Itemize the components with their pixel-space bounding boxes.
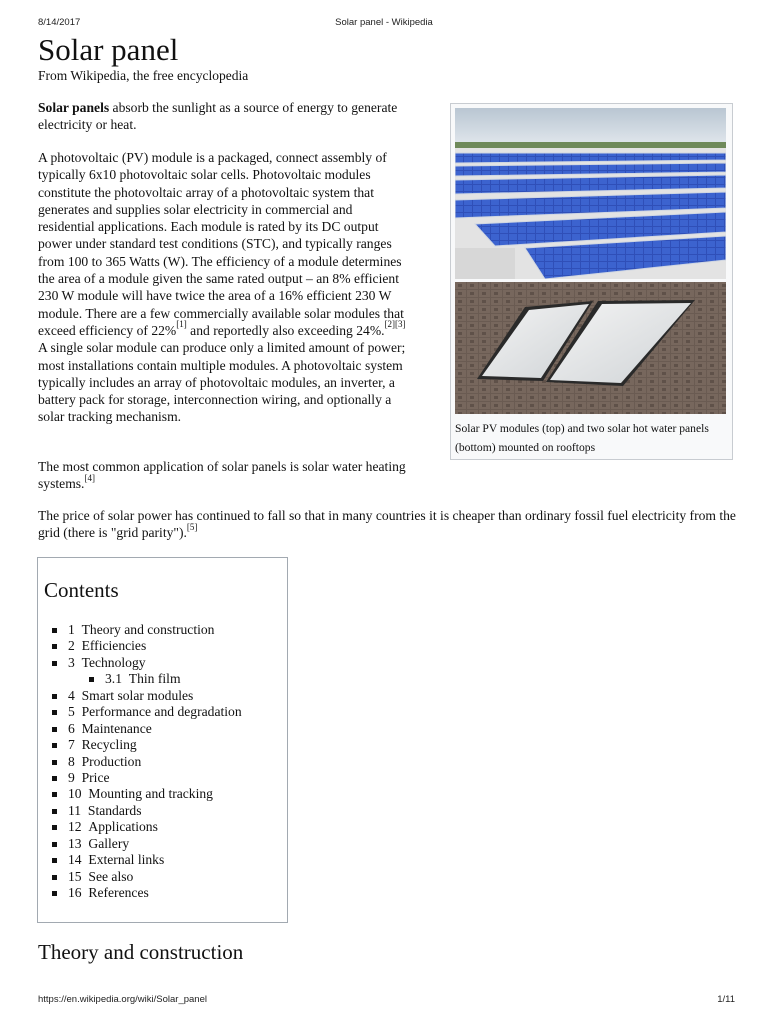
- print-title: Solar panel - Wikipedia: [335, 17, 433, 28]
- toc-number: 3: [68, 654, 75, 670]
- bullet-icon: [52, 628, 57, 633]
- toc-label: Applications: [88, 819, 158, 835]
- price-paragraph: [38, 507, 738, 542]
- toc-label: Production: [81, 753, 142, 769]
- toc-label: External links: [88, 852, 165, 868]
- toc-number: 11: [68, 802, 82, 818]
- toc-number: 16: [68, 885, 82, 900]
- table-of-contents: [37, 557, 288, 923]
- intro-text: absorb the sunlight as a source of energy to generate electricity or heat.: [38, 100, 398, 133]
- toc-number: 3.1: [105, 671, 122, 687]
- citation-5[interactable]: [5]: [186, 521, 198, 532]
- toc-item[interactable]: [68, 704, 242, 720]
- bullet-icon: [52, 727, 57, 732]
- section-heading: Theory and construction: [38, 940, 244, 964]
- toc-list: [68, 622, 242, 901]
- page-number: 1/11: [717, 994, 735, 1005]
- bullet-icon: [89, 677, 94, 682]
- bullet-icon: [52, 694, 57, 699]
- toc-item[interactable]: [68, 852, 242, 868]
- toc-item[interactable]: [68, 688, 242, 704]
- toc-number: 13: [68, 835, 82, 851]
- bullet-icon: [52, 858, 57, 863]
- toc-label: Efficiencies: [81, 638, 147, 654]
- toc-item[interactable]: [68, 770, 242, 786]
- toc-label: See also: [88, 868, 134, 884]
- citation-4[interactable]: [4]: [84, 472, 95, 483]
- toc-label: Technology: [81, 654, 146, 670]
- print-date: 8/14/2017: [38, 17, 81, 28]
- toc-number: 5: [68, 704, 75, 720]
- toc-item[interactable]: [68, 836, 242, 852]
- solar-pv-rooftop-image[interactable]: [455, 108, 726, 279]
- application-paragraph: [38, 458, 418, 493]
- toc-item[interactable]: [68, 754, 242, 770]
- toc-item[interactable]: [68, 885, 242, 901]
- bullet-icon: [52, 776, 57, 781]
- image-caption: Solar PV modules (top) and two solar hot water panels (bottom) mounted on rooftops: [455, 422, 709, 454]
- toc-item[interactable]: [68, 786, 242, 802]
- toc-label: Maintenance: [81, 720, 152, 736]
- application-text: The most common application of solar panels is solar water heating systems.: [38, 459, 406, 492]
- toc-heading: Contents: [44, 578, 119, 602]
- toc-number: 4: [68, 687, 75, 703]
- toc-label: Price: [81, 769, 110, 785]
- pv-text-c: A single solar module can produce only a limited amount of power; most installations contain multiple modules. A photovoltaic system typically includes an array of photovoltaic modules, an inverter, a battery pack for storage, interconnection wiring, and optionally a solar tracking mechanism.: [38, 340, 406, 425]
- toc-number: 8: [68, 753, 75, 769]
- bullet-icon: [52, 760, 57, 765]
- toc-number: 12: [68, 819, 82, 835]
- toc-number: 9: [68, 769, 75, 785]
- bullet-icon: [52, 809, 57, 814]
- toc-number: 14: [68, 852, 82, 868]
- toc-subitem[interactable]: [68, 671, 242, 687]
- toc-number: 15: [68, 868, 82, 884]
- bullet-icon: [52, 710, 57, 715]
- print-url: https://en.wikipedia.org/wiki/Solar_panel: [38, 994, 207, 1005]
- toc-item[interactable]: [68, 803, 242, 819]
- toc-label: Recycling: [81, 737, 137, 753]
- citation-1[interactable]: [1]: [176, 319, 187, 330]
- toc-number: 6: [68, 720, 75, 736]
- toc-item[interactable]: [68, 655, 242, 671]
- toc-label: Mounting and tracking: [88, 786, 213, 802]
- toc-label: References: [88, 885, 149, 900]
- citation-2-3[interactable]: [2][3]: [384, 319, 406, 330]
- toc-label: Gallery: [88, 835, 130, 851]
- tagline: From Wikipedia, the free encyclopedia: [38, 68, 249, 83]
- solar-hot-water-image[interactable]: [455, 282, 726, 414]
- toc-number: 7: [68, 737, 75, 753]
- bullet-icon: [52, 644, 57, 649]
- toc-number: 1: [68, 622, 75, 637]
- toc-label: Theory and construction: [81, 622, 215, 637]
- bullet-icon: [52, 875, 57, 880]
- page-title: Solar panel: [38, 32, 179, 67]
- toc-item[interactable]: [68, 737, 242, 753]
- toc-item[interactable]: [68, 819, 242, 835]
- pv-text-a: A photovoltaic (PV) module is a packaged, connect assembly of typically 6x10 photovoltaic solar cells. Photovoltaic modules constitute the photovoltaic array of a photovoltaic system that generates and supplies solar electricity in commercial and residential applications. Each module is rated by its DC output power under standard test conditions (STC), and typically ranges from 100 to 365 Watts (W). The efficiency of a module determines the area of a module given the same rated output – an 8% efficient 230 W module will have twice the area of a 16% efficient 230 W module. There are a few commercially available solar modules that exceed efficiency of 22%: [38, 150, 404, 338]
- bullet-icon: [52, 842, 57, 847]
- toc-item[interactable]: [68, 638, 242, 654]
- bullet-icon: [52, 792, 57, 797]
- intro-bold: Solar panels: [38, 100, 110, 115]
- toc-number: 2: [68, 638, 75, 654]
- toc-item[interactable]: [68, 721, 242, 737]
- toc-item[interactable]: [68, 869, 242, 885]
- toc-label: Standards: [87, 802, 142, 818]
- toc-number: 10: [68, 786, 82, 802]
- price-text: The price of solar power has continued to fall so that in many countries it is cheaper than ordinary fossil fuel electricity from the grid (there is "grid parity").: [38, 508, 736, 541]
- toc-label: Performance and degradation: [81, 704, 242, 720]
- bullet-icon: [52, 743, 57, 748]
- bullet-icon: [52, 825, 57, 830]
- toc-label: Thin film: [128, 671, 181, 687]
- pv-module-paragraph: [38, 149, 408, 426]
- toc-item[interactable]: [68, 622, 242, 638]
- toc-label: Smart solar modules: [81, 687, 194, 703]
- bullet-icon: [52, 891, 57, 896]
- intro-paragraph: [38, 99, 408, 134]
- bullet-icon: [52, 661, 57, 666]
- pv-text-b: and reportedly also exceeding 24%.: [186, 322, 385, 338]
